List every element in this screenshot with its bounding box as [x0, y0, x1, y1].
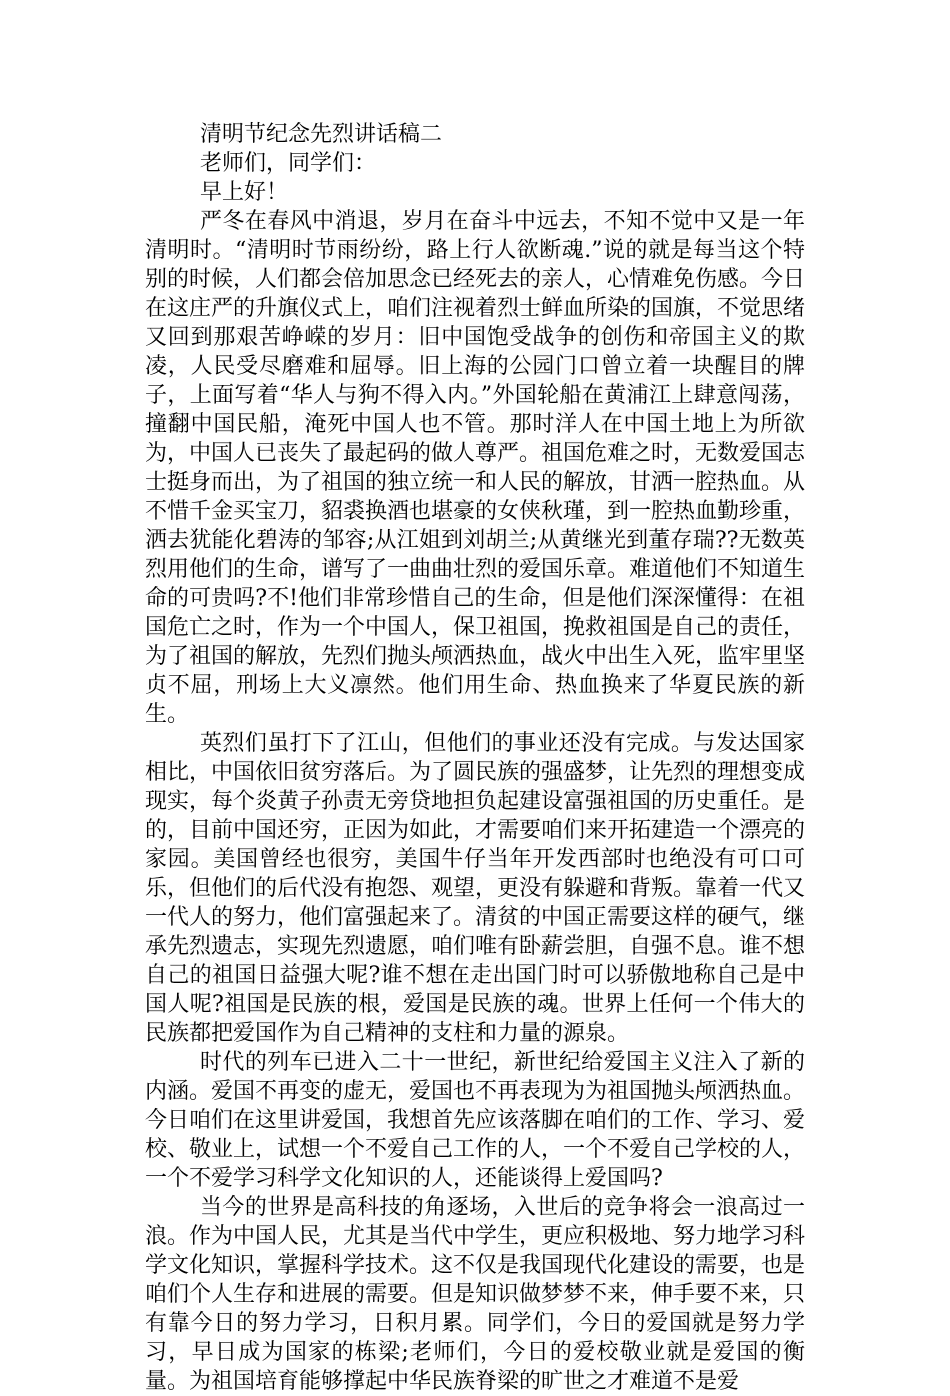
paragraph-4: 当今的世界是高科技的角逐场，入世后的竞争将会一浪高过一浪。作为中国人民，尤其是当代中学生，更应积极地、努力地学习科学文化知识，掌握科学技术。这不仅是我国现代化建设的需要，也是咱们个人生存和进展的需要。但是知识做梦梦不来，伸手要不来，只有靠今日的努力学习，日积月累。同学们，今日的爱国就是努力学习，早日成为国家的栋梁;老师们，今日的爱校敬业就是爱国的衡量。为祖国培育能够撑起中华民族脊梁的旷世之才难道不是爱: [145, 1195, 806, 1394]
paragraph-2: 英烈们虽打下了江山，但他们的事业还没有完成。与发达国家相比，中国依旧贫穷落后。为了圆民族的强盛梦，让先烈的理想变成现实，每个炎黄子孙责无旁贷地担负起建设富强祖国的历史重任。是的，目前中国还穷，正因为如此，才需要咱们来开拓建造一个漂亮的家园。美国曾经也很穷，美国牛仔当年开发西部时也绝没有可口可乐，但他们的后代没有抱怨、观望，更没有躲避和背叛。靠着一代又一代人的努力，他们富强起来了。清贫的中国正需要这样的硬气，继承先烈遗志，实现先烈遗愿，咱们唯有卧薪尝胆，自强不息。谁不想自己的祖国日益强大呢?谁不想在走出国门时可以骄傲地称自己是中国人呢?祖国是民族的根，爱国是民族的魂。世界上任何一个伟大的民族都把爱国作为自己精神的支柱和力量的源泉。: [145, 731, 806, 1046]
paragraph-1: 严冬在春风中消退，岁月在奋斗中远去，不知不觉中又是一年清明时。“清明时节雨纷纷，路上行人欲断魂.”说的就是每当这个特别的时候，人们都会倍加思念已经死去的亲人，心情难免伤感。今日在这庄严的升旗仪式上，咱们注视着烈士鲜血所染的国旗，不觉思绪又回到那艰苦峥嵘的岁月：旧中国饱受战争的创伤和帝国主义的欺凌，人民受尽磨难和屈辱。旧上海的公园门口曾立着一块醒目的牌子，上面写着“华人与狗不得入内。”外国轮船在黄浦江上肆意闯荡，撞翻中国民船，淹死中国人也不管。那时洋人在中国土地上为所欲为，中国人已丧失了最起码的做人尊严。祖国危难之时，无数爱国志士挺身而出，为了祖国的独立统一和人民的解放，甘洒一腔热血。从不惜千金买宝刀，貂裘换酒也堪豪的女侠秋瑾，到一腔热血勤珍重，洒去犹能化碧涛的邹容;从江姐到刘胡兰;从黄继光到董存瑞??无数英烈用他们的生命，谱写了一曲曲壮烈的爱国乐章。难道他们不知道生命的可贵吗?不!他们非常珍惜自己的生命，但是他们深深懂得：在祖国危亡之时，作为一个中国人，保卫祖国，挽救祖国是自己的责任，为了祖国的解放，先烈们抛头颅洒热血，战火中出生入死，监牢里坚贞不屈，刑场上大义凛然。他们用生命、热血换来了华夏民族的新生。: [145, 209, 806, 727]
greeting: 早上好！: [200, 180, 289, 205]
document-page: [145, 120, 805, 1396]
salutation: 老师们，同学们：: [200, 151, 377, 176]
document-title: 清明节纪念先烈讲话稿二: [200, 122, 443, 147]
paragraph-3: 时代的列车已进入二十一世纪，新世纪给爱国主义注入了新的内涵。爱国不再变的虚无，爱国也不再表现为为祖国抛头颅洒热血。今日咱们在这里讲爱国，我想首先应该落脚在咱们的工作、学习、爱校、敬业上，试想一个不爱自己工作的人，一个不爱自己学校的人，一个不爱学习科学文化知识的人，还能谈得上爱国吗?: [145, 1050, 806, 1191]
